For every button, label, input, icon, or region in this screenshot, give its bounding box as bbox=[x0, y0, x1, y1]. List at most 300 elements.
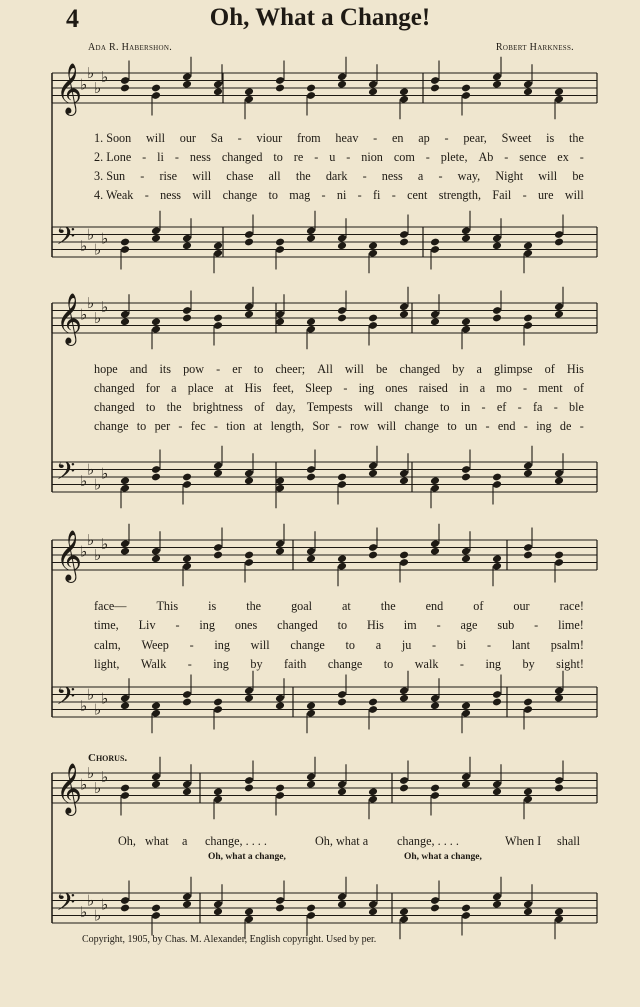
flat-icon: ♭ bbox=[94, 700, 102, 719]
note-head bbox=[151, 317, 161, 326]
lyric-syllable: lime! bbox=[558, 618, 584, 632]
treble-clef-icon: 𝄞 bbox=[56, 530, 83, 581]
note-head bbox=[554, 476, 564, 485]
note-head bbox=[213, 907, 223, 916]
lyric-syllable: to bbox=[136, 419, 147, 433]
lyric-syllable: all bbox=[268, 169, 281, 183]
lyric-syllable: to bbox=[447, 419, 457, 433]
note-head bbox=[120, 476, 130, 485]
note-head bbox=[461, 84, 471, 93]
lyric-syllable: be bbox=[572, 169, 584, 183]
note-head bbox=[430, 701, 440, 710]
lyric-syllable: - bbox=[459, 657, 464, 671]
lyric-syllable: to bbox=[337, 618, 348, 632]
lyric-syllable: changed bbox=[277, 618, 318, 632]
note-head bbox=[430, 317, 440, 326]
note-head bbox=[182, 314, 192, 323]
note-head bbox=[461, 780, 471, 789]
note-head bbox=[368, 787, 378, 796]
note-head bbox=[120, 238, 130, 247]
lyric-syllable: sence bbox=[519, 150, 547, 164]
note-head bbox=[275, 701, 285, 710]
note-head bbox=[430, 784, 440, 793]
flat-icon: ♭ bbox=[101, 464, 109, 483]
lyric-syllable: the bbox=[166, 400, 182, 414]
lyric-line bbox=[94, 129, 584, 148]
lyric-syllable: to bbox=[345, 638, 356, 652]
lyric-syllable: changed bbox=[399, 362, 441, 376]
flat-icon: ♭ bbox=[87, 64, 95, 82]
note-head bbox=[213, 787, 223, 796]
lyric-syllable: fi bbox=[373, 188, 381, 202]
note-head bbox=[182, 241, 192, 250]
copyright-notice: Copyright, 1905, by Chas. M. Alexander, English copyright. Used by per. bbox=[82, 934, 377, 945]
lyric-syllable: ex bbox=[557, 150, 569, 164]
note-head bbox=[244, 694, 254, 703]
lyric-syllable: ju bbox=[401, 638, 412, 652]
lyric-syllable: ni bbox=[336, 188, 347, 202]
lyric-syllable: This bbox=[156, 599, 179, 613]
lyric-syllable: will bbox=[377, 419, 397, 433]
lyric-syllable: fa bbox=[532, 400, 543, 414]
note-head bbox=[306, 780, 316, 789]
flat-icon: ♭ bbox=[80, 902, 88, 921]
flat-icon: ♭ bbox=[87, 225, 95, 244]
lyric-syllable: of bbox=[254, 400, 265, 414]
lyric-syllable: His bbox=[566, 362, 584, 376]
note-head bbox=[461, 904, 471, 913]
lyric-syllable: lant bbox=[511, 638, 531, 652]
lyric-syllable: - bbox=[523, 419, 528, 433]
lyric-syllable: brightness bbox=[192, 400, 243, 414]
lyric-syllable: Tempests bbox=[306, 400, 353, 414]
lyric-syllable: re bbox=[293, 150, 304, 164]
note-head bbox=[523, 241, 533, 250]
lyric-syllable: ing bbox=[199, 618, 215, 632]
note-head bbox=[399, 551, 409, 560]
lyric-syllable: com bbox=[393, 150, 415, 164]
lyric-syllable: - bbox=[579, 419, 584, 433]
flat-icon: ♭ bbox=[101, 67, 109, 86]
note-head bbox=[492, 554, 502, 563]
flat-icon: ♭ bbox=[94, 79, 102, 97]
note-head bbox=[244, 87, 254, 96]
lyric-syllable: of bbox=[573, 381, 584, 395]
lyric-line bbox=[94, 148, 584, 167]
lyric-syllable: feet, bbox=[272, 381, 294, 395]
lyric-syllable: change bbox=[290, 638, 325, 652]
lyric-syllable: light, bbox=[94, 657, 120, 671]
lyric-syllable: - bbox=[522, 188, 527, 202]
lyric-syllable: faith bbox=[284, 657, 307, 671]
lyric-syllable: plete, bbox=[440, 150, 468, 164]
lyric-syllable: de bbox=[559, 419, 572, 433]
lyric-syllable: viour bbox=[256, 131, 283, 145]
lyric-syllable: 3. Sun bbox=[94, 169, 126, 183]
lyric-syllable: 1. Soon bbox=[94, 131, 132, 145]
lyric-syllable: 4. Weak bbox=[94, 188, 134, 202]
note-head bbox=[368, 87, 378, 96]
note-head bbox=[213, 241, 223, 250]
lyric-syllable: is bbox=[546, 131, 555, 145]
lyric-syllable: end bbox=[497, 419, 516, 433]
lyric-syllable: - bbox=[343, 381, 348, 395]
lyric-syllable: ing bbox=[214, 638, 230, 652]
note-head bbox=[461, 234, 471, 243]
lyric-syllable: - bbox=[504, 150, 509, 164]
lyric-syllable: change bbox=[94, 419, 129, 433]
chorus-word: Oh, what a bbox=[315, 834, 369, 848]
flat-icon: ♭ bbox=[87, 294, 95, 312]
lyric-syllable: row bbox=[349, 419, 369, 433]
note-head bbox=[492, 241, 502, 250]
lyric-syllable: in bbox=[460, 400, 471, 414]
lyric-syllable: nion bbox=[361, 150, 383, 164]
note-head bbox=[244, 310, 254, 319]
note-head bbox=[337, 698, 347, 707]
lyric-syllable: ing bbox=[536, 419, 552, 433]
chorus-word: shall bbox=[557, 834, 581, 848]
flat-icon: ♭ bbox=[80, 305, 88, 324]
lyric-syllable: cheer; bbox=[275, 362, 306, 376]
flat-icon: ♭ bbox=[80, 471, 88, 490]
lyric-syllable: face— bbox=[94, 599, 127, 613]
lyric-syllable: our bbox=[513, 599, 530, 613]
lyric-syllable: changed bbox=[94, 400, 135, 414]
lyric-syllable: cent bbox=[407, 188, 428, 202]
lyric-syllable: changed bbox=[221, 150, 263, 164]
lyric-syllable: - bbox=[213, 419, 218, 433]
note-head bbox=[461, 701, 471, 710]
lyric-line bbox=[94, 360, 584, 379]
lyric-syllable: Walk bbox=[140, 657, 167, 671]
lyric-syllable: to bbox=[383, 657, 394, 671]
lyric-syllable: pear, bbox=[463, 131, 487, 145]
lyric-line bbox=[94, 655, 584, 674]
lyric-syllable: - bbox=[175, 618, 180, 632]
note-head bbox=[492, 314, 502, 323]
note-head bbox=[492, 80, 502, 89]
lyric-syllable: His bbox=[244, 381, 262, 395]
lyric-syllable: race! bbox=[559, 599, 584, 613]
lyric-syllable: Ab bbox=[478, 150, 494, 164]
lyric-syllable: the bbox=[246, 599, 262, 613]
lyric-syllable: to bbox=[273, 150, 283, 164]
lyric-syllable: bi bbox=[456, 638, 467, 652]
lyric-syllable: er bbox=[232, 362, 242, 376]
note-head bbox=[368, 907, 378, 916]
note-head bbox=[492, 900, 502, 909]
lyric-syllable: tion bbox=[226, 419, 246, 433]
lyric-syllable: ef bbox=[496, 400, 507, 414]
note-head bbox=[244, 238, 254, 247]
lyric-line bbox=[94, 398, 584, 417]
lyric-syllable: - bbox=[321, 188, 326, 202]
note-head bbox=[151, 554, 161, 563]
note-head bbox=[523, 698, 533, 707]
lyric-line bbox=[94, 616, 584, 635]
lyric-syllable: - bbox=[216, 362, 221, 376]
lyric-syllable: will bbox=[344, 362, 364, 376]
lyric-syllable: u bbox=[329, 150, 336, 164]
lyric-syllable: - bbox=[314, 150, 319, 164]
lyric-syllable: strength, bbox=[438, 188, 482, 202]
lyric-syllable: is bbox=[208, 599, 217, 613]
lyric-syllable: Sa bbox=[210, 131, 223, 145]
lyric-syllable: ing bbox=[485, 657, 502, 671]
flat-icon: ♭ bbox=[101, 767, 109, 786]
note-head bbox=[275, 547, 285, 556]
note-head bbox=[523, 907, 533, 916]
note-head bbox=[182, 80, 192, 89]
lyric-line bbox=[94, 167, 584, 186]
lyric-syllable: to bbox=[439, 400, 450, 414]
lyric-syllable: - bbox=[432, 638, 437, 652]
page-number: 4 bbox=[66, 4, 79, 33]
lyric-syllable: li bbox=[157, 150, 164, 164]
lyric-syllable: fec bbox=[190, 419, 206, 433]
note-head bbox=[399, 238, 409, 247]
note-head bbox=[399, 907, 409, 916]
lyric-syllable: sight! bbox=[556, 657, 584, 671]
chorus-echo: Oh, what a change, bbox=[208, 852, 286, 862]
lyric-syllable: hope bbox=[94, 362, 118, 376]
note-head bbox=[151, 234, 161, 243]
lyric-syllable: mag bbox=[289, 188, 311, 202]
flat-icon: ♭ bbox=[80, 775, 88, 794]
note-head bbox=[151, 701, 161, 710]
lyric-syllable: Fail bbox=[492, 188, 512, 202]
lyric-syllable: at bbox=[342, 599, 351, 613]
note-head bbox=[213, 551, 223, 560]
note-head bbox=[554, 310, 564, 319]
lyric-syllable: - bbox=[481, 400, 486, 414]
lyric-syllable: the bbox=[569, 131, 584, 145]
lyric-syllable: - bbox=[425, 150, 430, 164]
lyric-syllable: Night bbox=[495, 169, 524, 183]
flat-icon: ♭ bbox=[101, 895, 109, 914]
lyric-syllable: His bbox=[366, 618, 384, 632]
note-head bbox=[182, 473, 192, 482]
lyric-syllable: end bbox=[425, 599, 444, 613]
note-head bbox=[492, 473, 502, 482]
lyric-syllable: - bbox=[337, 419, 342, 433]
lyric-syllable: ones bbox=[385, 381, 408, 395]
lyric-syllable: rise bbox=[159, 169, 178, 183]
lyric-syllable: changed bbox=[94, 381, 135, 395]
note-head bbox=[523, 314, 533, 323]
lyric-syllable: mo bbox=[496, 381, 512, 395]
hymn-title: Oh, What a Change! bbox=[209, 4, 431, 31]
lyric-syllable: - bbox=[579, 150, 584, 164]
note-head bbox=[213, 698, 223, 707]
lyric-syllable: Sor bbox=[312, 419, 330, 433]
lyric-syllable: sub bbox=[497, 618, 515, 632]
lyric-syllable: - bbox=[517, 400, 522, 414]
note-head bbox=[306, 234, 316, 243]
lyric-syllable: - bbox=[187, 657, 192, 671]
note-head bbox=[213, 87, 223, 96]
lyric-syllable: ment bbox=[538, 381, 563, 395]
lyric-syllable: be bbox=[375, 362, 388, 376]
note-head bbox=[151, 84, 161, 93]
lyric-syllable: and bbox=[129, 362, 148, 376]
note-head bbox=[244, 476, 254, 485]
lyric-syllable: day, bbox=[275, 400, 296, 414]
note-head bbox=[368, 698, 378, 707]
lyric-syllable: - bbox=[144, 188, 149, 202]
lyric-syllable: - bbox=[438, 169, 443, 183]
chorus-word: change, . . . . bbox=[397, 834, 459, 848]
note-head bbox=[120, 701, 130, 710]
note-head bbox=[430, 476, 440, 485]
flat-icon: ♭ bbox=[94, 546, 102, 564]
flat-icon: ♭ bbox=[87, 460, 95, 479]
lyric-syllable: will bbox=[250, 638, 270, 652]
chorus-word: Oh, bbox=[118, 834, 136, 848]
lyric-syllable: - bbox=[553, 400, 558, 414]
lyric-syllable: goal bbox=[291, 599, 313, 613]
lyric-syllable: its bbox=[159, 362, 171, 376]
lyric-syllable: per bbox=[154, 419, 171, 433]
lyric-syllable: - bbox=[523, 381, 528, 395]
lyric-syllable: will bbox=[538, 169, 558, 183]
lyric-line bbox=[94, 636, 584, 655]
lyric-syllable: a bbox=[417, 169, 424, 183]
lyric-syllable: of bbox=[473, 599, 484, 613]
lyric-syllable: change bbox=[222, 188, 258, 202]
lyric-syllable: at bbox=[253, 419, 263, 433]
note-head bbox=[244, 551, 254, 560]
lyric-syllable: un bbox=[465, 419, 478, 433]
chorus-word: a bbox=[182, 834, 188, 848]
lyric-syllable: to bbox=[145, 400, 156, 414]
lyric-line bbox=[94, 597, 584, 616]
note-head bbox=[399, 310, 409, 319]
note-head bbox=[275, 784, 285, 793]
lyric-syllable: im bbox=[403, 618, 417, 632]
lyric-syllable: age bbox=[460, 618, 478, 632]
lyric-syllable: 2. Lone bbox=[94, 150, 132, 164]
note-head bbox=[337, 473, 347, 482]
note-head bbox=[523, 551, 533, 560]
lyric-syllable: - bbox=[436, 618, 441, 632]
lyric-syllable: ble bbox=[569, 400, 584, 414]
lyric-syllable: ing bbox=[213, 657, 229, 671]
chorus-word: When I bbox=[505, 834, 542, 848]
treble-clef-icon: 𝄞 bbox=[56, 293, 83, 344]
chorus-echo: Oh, what a change, bbox=[404, 852, 482, 862]
note-head bbox=[213, 469, 223, 478]
lyric-syllable: calm, bbox=[94, 638, 121, 652]
lyric-syllable: All bbox=[317, 362, 333, 376]
note-head bbox=[399, 476, 409, 485]
lyric-syllable: ness bbox=[381, 169, 403, 183]
note-head bbox=[306, 317, 316, 326]
lyric-syllable: - bbox=[444, 131, 449, 145]
lyric-syllable: - bbox=[346, 150, 351, 164]
bass-clef-icon: 𝄢 bbox=[56, 222, 76, 257]
chorus-word: change, . . . . bbox=[205, 834, 267, 848]
lyric-syllable: en bbox=[391, 131, 404, 145]
lyric-syllable: our bbox=[179, 131, 196, 145]
note-head bbox=[554, 784, 564, 793]
lyric-syllable: - bbox=[357, 188, 362, 202]
note-head bbox=[461, 317, 471, 326]
note-head bbox=[461, 554, 471, 563]
note-head bbox=[306, 554, 316, 563]
flat-icon: ♭ bbox=[101, 229, 109, 248]
lyric-syllable: - bbox=[373, 131, 378, 145]
lyric-syllable: - bbox=[534, 618, 539, 632]
lyric-syllable: ness bbox=[189, 150, 211, 164]
chorus-word: what bbox=[145, 834, 169, 848]
note-head bbox=[120, 317, 130, 326]
flat-icon: ♭ bbox=[101, 689, 109, 708]
note-head bbox=[399, 784, 409, 793]
note-head bbox=[368, 469, 378, 478]
flat-icon: ♭ bbox=[87, 685, 95, 704]
lyric-syllable: change bbox=[404, 419, 439, 433]
note-head bbox=[244, 907, 254, 916]
lyric-syllable: - bbox=[142, 150, 147, 164]
note-head bbox=[337, 314, 347, 323]
note-head bbox=[182, 698, 192, 707]
lyric-syllable: the bbox=[295, 169, 311, 183]
note-head bbox=[523, 87, 533, 96]
lyric-syllable: length, bbox=[270, 419, 305, 433]
lyric-syllable: - bbox=[178, 419, 183, 433]
flat-icon: ♭ bbox=[80, 542, 88, 561]
lyric-syllable: by bbox=[452, 362, 465, 376]
note-head bbox=[430, 238, 440, 247]
lyric-syllable: - bbox=[362, 169, 367, 183]
flat-icon: ♭ bbox=[101, 297, 109, 316]
note-head bbox=[554, 87, 564, 96]
treble-clef-icon: 𝄞 bbox=[56, 63, 83, 114]
lyric-syllable: by bbox=[250, 657, 263, 671]
flat-icon: ♭ bbox=[94, 906, 102, 925]
note-head bbox=[430, 84, 440, 93]
note-head bbox=[492, 698, 502, 707]
note-head bbox=[368, 551, 378, 560]
lyric-syllable: time, bbox=[94, 618, 119, 632]
lyric-syllable: to bbox=[268, 188, 278, 202]
treble-clef-icon: 𝄞 bbox=[56, 763, 83, 814]
lyric-syllable: - bbox=[140, 169, 145, 183]
note-head bbox=[306, 701, 316, 710]
note-head bbox=[151, 473, 161, 482]
lyric-syllable: a bbox=[375, 638, 382, 652]
flat-icon: ♭ bbox=[87, 891, 95, 910]
note-head bbox=[182, 900, 192, 909]
lyric-syllable: glimpse bbox=[494, 362, 533, 376]
lyric-syllable: in bbox=[459, 381, 469, 395]
flat-icon: ♭ bbox=[94, 240, 102, 259]
note-head bbox=[306, 84, 316, 93]
note-head bbox=[337, 900, 347, 909]
lyric-syllable: ap bbox=[418, 131, 430, 145]
note-head bbox=[337, 787, 347, 796]
lyric-syllable: of bbox=[544, 362, 555, 376]
note-head bbox=[554, 238, 564, 247]
lyric-syllable: at bbox=[224, 381, 234, 395]
flat-icon: ♭ bbox=[80, 75, 88, 94]
bass-clef-icon: 𝄢 bbox=[56, 457, 76, 492]
lyric-syllable: - bbox=[391, 188, 396, 202]
note-head bbox=[337, 554, 347, 563]
flat-icon: ♭ bbox=[87, 531, 95, 549]
